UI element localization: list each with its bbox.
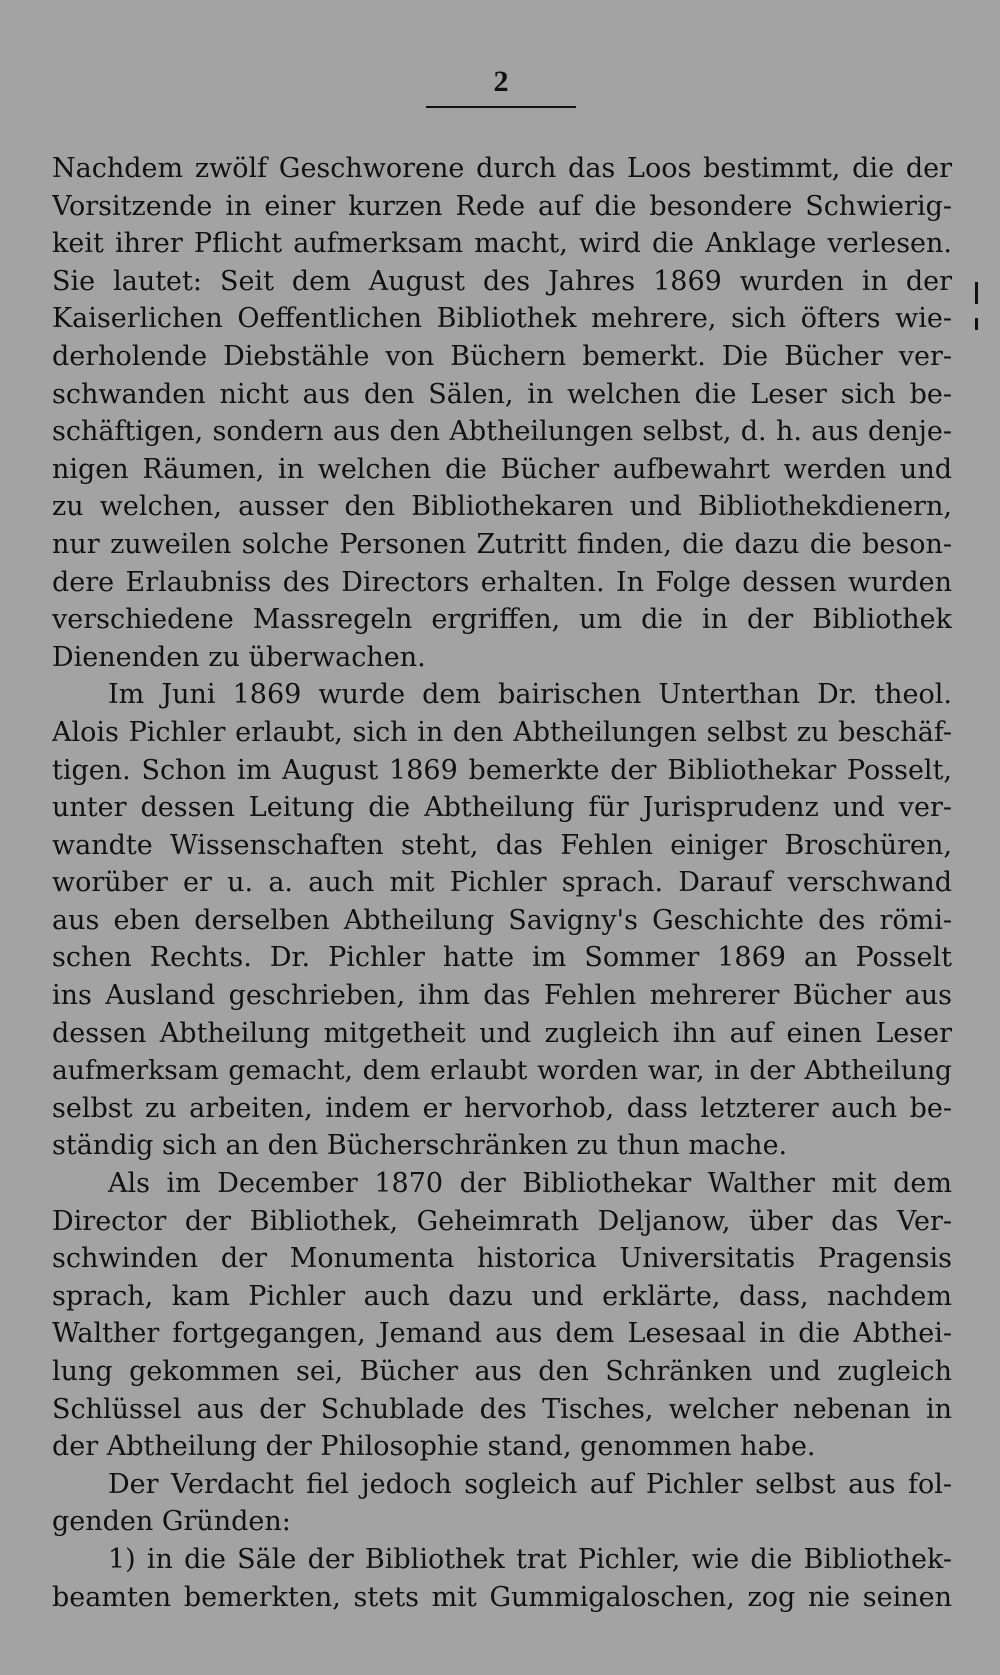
text-line: lung gekommen sei, Bücher aus den Schränken und zugleich bbox=[52, 1356, 952, 1387]
text-line: sprach, kam Pichler auch dazu und erklärte, dass, nachdem bbox=[52, 1280, 952, 1312]
text-line: Walther fortgegangen, Jemand aus dem Lesesaal in die Abthei- bbox=[52, 1318, 952, 1350]
text-line: genden Gründen: bbox=[52, 1506, 291, 1538]
text-line: Dienenden zu überwachen. bbox=[52, 641, 426, 673]
text-line: nigen Räumen, in welchen die Bücher aufbewahrt werden und bbox=[52, 453, 952, 485]
text-line: Sie lautet: Seit dem August des Jahres 1869 wurden in der bbox=[52, 265, 952, 297]
text-line: keit ihrer Pflicht aufmerksam macht, wird die Anklage verlesen. bbox=[52, 228, 952, 260]
page-number: 2 bbox=[493, 65, 509, 98]
paragraph bbox=[52, 676, 952, 1165]
text-line: worüber er u. a. auch mit Pichler sprach. Darauf verschwand bbox=[52, 867, 952, 899]
text-line: unter dessen Leitung die Abtheilung für Jurisprudenz und ver- bbox=[52, 792, 952, 824]
paragraph bbox=[52, 1165, 952, 1466]
text-line: Director der Bibliothek, Geheimrath Deljanow, über das Ver- bbox=[52, 1205, 952, 1237]
text-line: nur zuweilen solche Personen Zutritt finden, die dazu die beson- bbox=[52, 528, 952, 560]
text-line: dere Erlaubniss des Directors erhalten. In Folge dessen wurden bbox=[52, 566, 952, 598]
text-line: aufmerksam gemacht, dem erlaubt worden war, in der Abtheilung bbox=[52, 1055, 952, 1087]
text-line: verschiedene Massregeln ergriffen, um die in der Bibliothek bbox=[52, 604, 952, 636]
margin-mark bbox=[975, 318, 978, 330]
text-line: Vorsitzende in einer kurzen Rede auf die besondere Schwierig- bbox=[52, 190, 952, 222]
text-line: Alois Pichler erlaubt, sich in den Abtheilungen selbst zu beschäf- bbox=[52, 716, 952, 748]
text-line: Im Juni 1869 wurde dem bairischen Unterthan Dr. theol. bbox=[108, 679, 952, 711]
text-line: beamten bemerkten, stets mit Gummigaloschen, zog nie seinen bbox=[52, 1581, 952, 1613]
margin-mark bbox=[975, 282, 978, 304]
text-line: Nachdem zwölf Geschworene durch das Loos bestimmt, die der bbox=[52, 153, 952, 184]
text-line: selbst zu arbeiten, indem er hervorhob, dass letzterer auch be- bbox=[52, 1092, 952, 1124]
text-line: aus eben derselben Abtheilung Savigny's Geschichte des römi- bbox=[52, 904, 952, 936]
text-line: schen Rechts. Dr. Pichler hatte im Sommer 1869 an Posselt bbox=[52, 942, 952, 974]
text-line: ständig sich an den Bücherschränken zu thun mache. bbox=[52, 1130, 788, 1162]
text-line: schäftigen, sondern aus den Abtheilungen selbst, d. h. aus denje- bbox=[52, 416, 952, 448]
text-line: Schlüssel aus der Schublade des Tisches, welcher nebenan in bbox=[52, 1393, 952, 1425]
paragraph bbox=[52, 1466, 952, 1541]
text-line: wandte Wissenschaften steht, das Fehlen einiger Broschüren, bbox=[52, 829, 952, 861]
page-number-rule bbox=[426, 106, 576, 108]
text-line: dessen Abtheilung mitgetheit und zugleich ihn auf einen Leser bbox=[52, 1017, 952, 1049]
text-line: tigen. Schon im August 1869 bemerkte der Bibliothekar Posselt, bbox=[52, 754, 952, 786]
text-line: 1) in die Säle der Bibliothek trat Pichler, wie die Bibliothek- bbox=[108, 1543, 952, 1575]
text-line: ins Ausland geschrieben, ihm das Fehlen mehrerer Bücher aus bbox=[52, 980, 952, 1012]
text-line: derholende Diebstähle von Büchern bemerkt. Die Bücher ver- bbox=[52, 340, 952, 372]
text-line: schwinden der Monumenta historica Universitatis Pragensis bbox=[52, 1243, 952, 1275]
text-line: Der Verdacht fiel jedoch sogleich auf Pichler selbst aus fol- bbox=[108, 1468, 952, 1500]
text-line: schwanden nicht aus den Sälen, in welchen die Leser sich be- bbox=[52, 378, 952, 410]
text-line: Kaiserlichen Oeffentlichen Bibliothek mehrere, sich öfters wie- bbox=[52, 303, 952, 335]
text-line: der Abtheilung der Philosophie stand, genommen habe. bbox=[52, 1431, 816, 1463]
text-line: Als im December 1870 der Bibliothekar Walther mit dem bbox=[108, 1168, 952, 1200]
body-text bbox=[52, 150, 952, 1616]
paragraph bbox=[52, 150, 952, 676]
paragraph bbox=[52, 1541, 952, 1616]
text-line: zu welchen, ausser den Bibliothekaren und Bibliothekdienern, bbox=[52, 491, 952, 523]
